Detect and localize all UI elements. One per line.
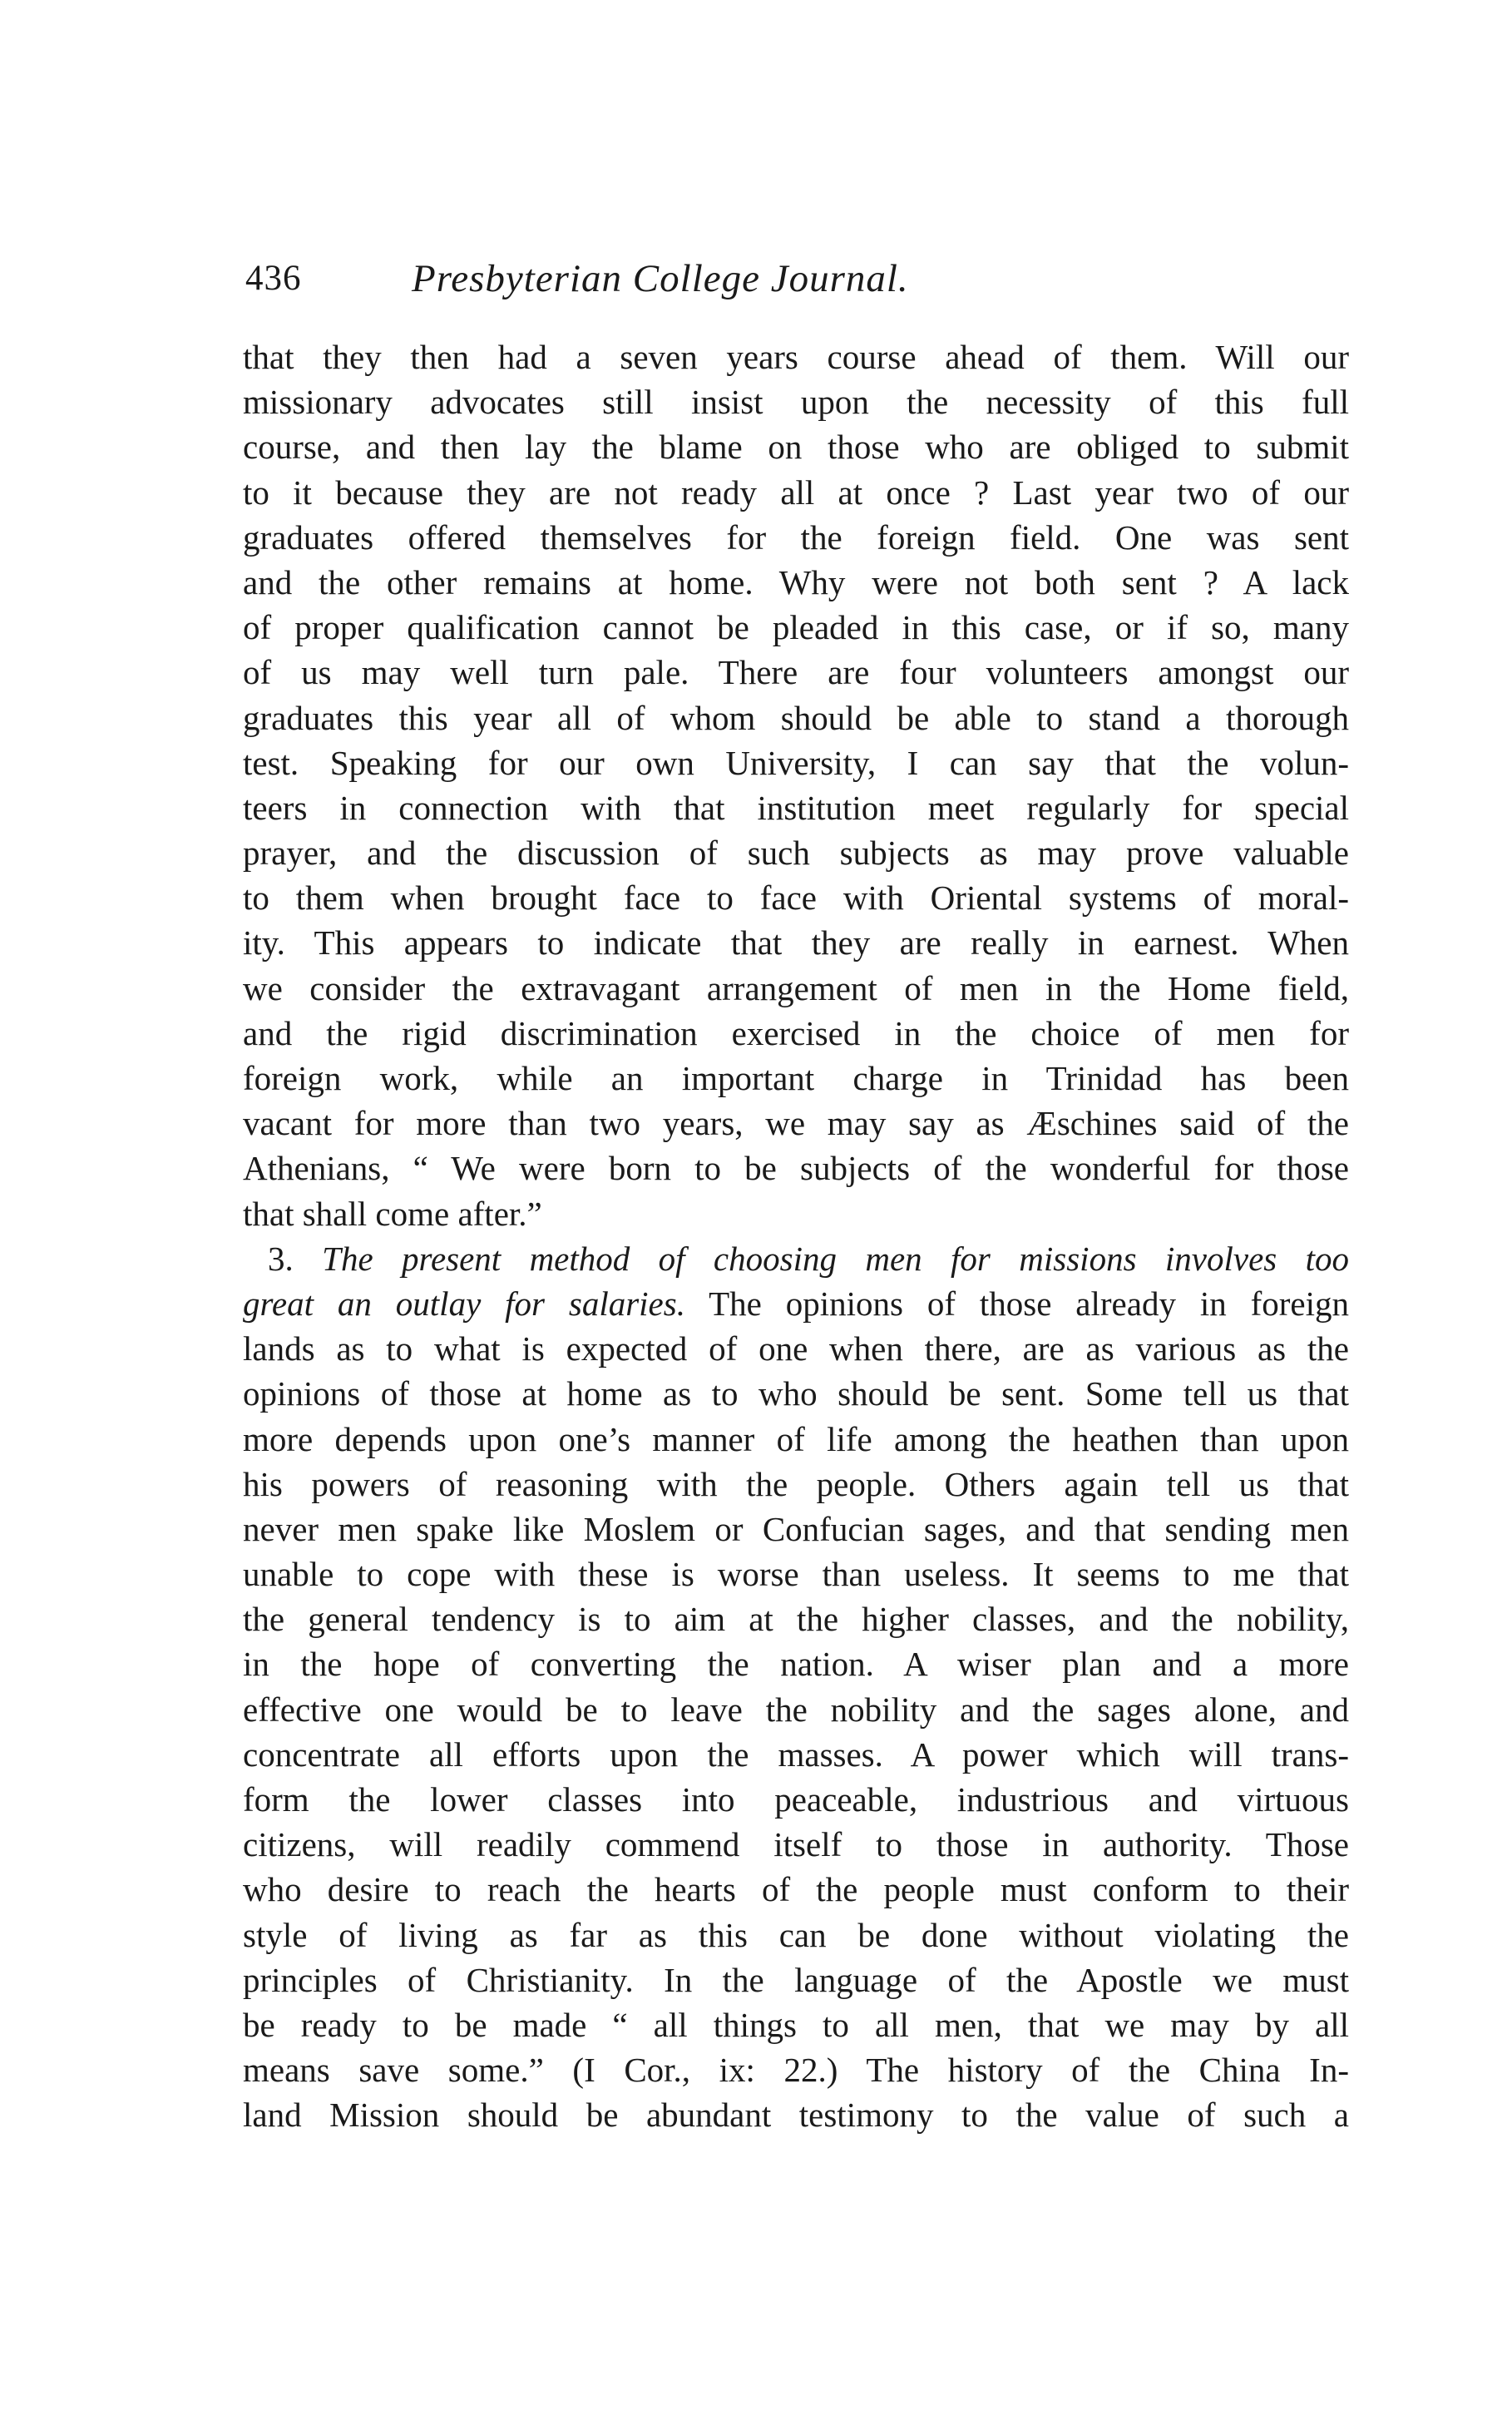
section-heading-continued: great an outlay for salaries. bbox=[243, 1284, 685, 1323]
text-line: citizens, will readily commend itself to those in authority. Those bbox=[243, 1825, 1349, 1864]
text-line: means save some.” (I Cor., ix: 22.) The history of the China In- bbox=[243, 2051, 1349, 2090]
text-line: of proper qualification cannot be pleaded in this case, or if so, many bbox=[243, 608, 1349, 647]
text-line: that shall come after.” bbox=[243, 1194, 542, 1233]
section-heading-line bbox=[243, 1236, 1349, 1281]
text-line: be ready to be made “ all things to all men, that we may by all bbox=[243, 2005, 1349, 2044]
text-line: who desire to reach the hearts of the people must conform to their bbox=[243, 1870, 1349, 1909]
text-line: the general tendency is to aim at the higher classes, and the nobility, bbox=[243, 1600, 1349, 1639]
text-line: that they then had a seven years course ahead of them. Will our bbox=[243, 338, 1349, 376]
text-line: more depends upon one’s manner of life among the heathen than upon bbox=[243, 1419, 1349, 1458]
section-text: The opinions of those already in foreign bbox=[709, 1284, 1349, 1323]
running-head bbox=[245, 254, 1351, 304]
text-line: and the rigid discrimination exercised in the choice of men for bbox=[243, 1013, 1349, 1052]
text-line: ity. This appears to indicate that they are really in earnest. When bbox=[243, 923, 1349, 963]
journal-title: Presbyterian College Journal. bbox=[412, 257, 909, 300]
text-line: concentrate all efforts upon the masses. A power which will trans- bbox=[243, 1735, 1349, 1774]
text-line: vacant for more than two years, we may say as Æschines said of the bbox=[243, 1104, 1349, 1143]
text-line: missionary advocates still insist upon the necessity of this full bbox=[243, 383, 1349, 422]
text-line: test. Speaking for our own University, I can say that the volun- bbox=[243, 743, 1349, 782]
text-line: never men spake like Moslem or Confucian sages, and that sending men bbox=[243, 1509, 1349, 1548]
text-line: teers in connection with that institution meet regularly for special bbox=[243, 788, 1349, 827]
text-line: Athenians, “ We were born to be subjects of the wonderful for those bbox=[243, 1149, 1349, 1188]
section-heading-line bbox=[243, 1281, 1349, 1326]
text-line: opinions of those at home as to who should be sent. Some tell us that bbox=[243, 1374, 1349, 1413]
text-line: his powers of reasoning with the people. Others again tell us that bbox=[243, 1464, 1349, 1503]
text-line: foreign work, while an important charge in Trinidad has been bbox=[243, 1059, 1349, 1097]
text-line: of us may well turn pale. There are four volunteers amongst our bbox=[243, 653, 1349, 692]
text-line: unable to cope with these is worse than useless. It seems to me that bbox=[243, 1555, 1349, 1594]
text-line: graduates this year all of whom should be able to stand a thorough bbox=[243, 698, 1349, 737]
page-number: 436 bbox=[245, 259, 302, 298]
text-line: principles of Christianity. In the language of the Apostle we must bbox=[243, 1960, 1349, 1999]
text-line: course, and then lay the blame on those who are obliged to submit bbox=[243, 428, 1349, 467]
text-line: graduates offered themselves for the foreign field. One was sent bbox=[243, 517, 1349, 557]
text-line: and the other remains at home. Why were not both sent ? A lack bbox=[243, 562, 1349, 601]
text-line: prayer, and the discussion of such subjects as may prove valuable bbox=[243, 834, 1349, 873]
text-line: to them when brought face to face with Oriental systems of moral- bbox=[243, 878, 1349, 918]
section-number: 3. bbox=[268, 1239, 294, 1278]
body-text bbox=[243, 334, 1349, 2138]
text-line: we consider the extravagant arrangement of men in the Home field, bbox=[243, 968, 1349, 1007]
text-line: land Mission should be abundant testimony to the value of such a bbox=[243, 2096, 1349, 2135]
section-heading: The present method of choosing men for missions involves too bbox=[322, 1239, 1349, 1278]
text-line: in the hope of converting the nation. A wiser plan and a more bbox=[243, 1645, 1349, 1684]
text-line: style of living as far as this can be done without violating the bbox=[243, 1915, 1349, 1954]
text-line: to it because they are not ready all at once ? Last year two of our bbox=[243, 473, 1349, 512]
text-line: form the lower classes into peaceable, industrious and virtuous bbox=[243, 1780, 1349, 1819]
text-line: effective one would be to leave the nobility and the sages alone, and bbox=[243, 1690, 1349, 1729]
text-line: lands as to what is expected of one when there, are as various as the bbox=[243, 1329, 1349, 1368]
